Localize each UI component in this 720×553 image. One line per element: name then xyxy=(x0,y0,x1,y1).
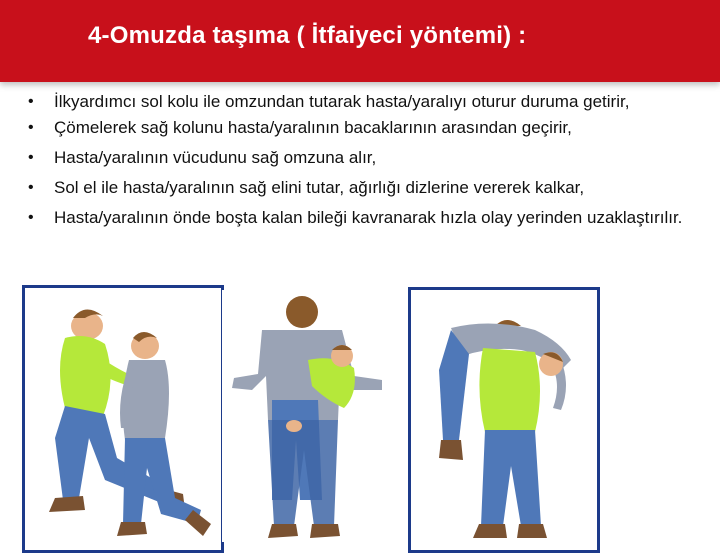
bullet-dot-icon: • xyxy=(28,149,34,166)
bullet-text: Hasta/yaralının vücudunu sağ omzuna alır, xyxy=(54,148,377,167)
bullet-text: Çömelerek sağ kolunu hasta/yaralının bacaklarının arasından geçirir, xyxy=(54,118,572,137)
bullet-item xyxy=(28,208,700,228)
bullet-text: İlkyardımcı sol kolu ile omzundan tutarak hasta/yaralıyı oturur duruma getirir, xyxy=(54,92,630,111)
rescuer-fireman-carry-walking-illustration xyxy=(408,287,600,553)
bullet-item xyxy=(28,118,700,138)
bullet-text: Hasta/yaralının önde boşta kalan bileği kavranarak hızla olay yerinden uzaklaştırılır. xyxy=(54,208,683,227)
title-bar xyxy=(0,0,720,82)
bullet-dot-icon: • xyxy=(28,93,34,110)
rescuer-shoulder-carry-back-view-illustration xyxy=(222,290,400,542)
bullet-list xyxy=(28,92,700,238)
bullet-dot-icon: • xyxy=(28,209,34,226)
bullet-dot-icon: • xyxy=(28,179,34,196)
rescuer-kneeling-lifting-illustration xyxy=(22,285,224,553)
bullet-text: Sol el ile hasta/yaralının sağ elini tutar, ağırlığı dizlerine vererek kalkar, xyxy=(54,178,585,197)
bullet-item xyxy=(28,148,700,168)
slide-title: 4-Omuzda taşıma ( İtfaiyeci yöntemi) : xyxy=(88,22,527,49)
bullet-item xyxy=(28,92,700,112)
bullet-item xyxy=(28,178,700,198)
bullet-dot-icon: • xyxy=(28,119,34,136)
